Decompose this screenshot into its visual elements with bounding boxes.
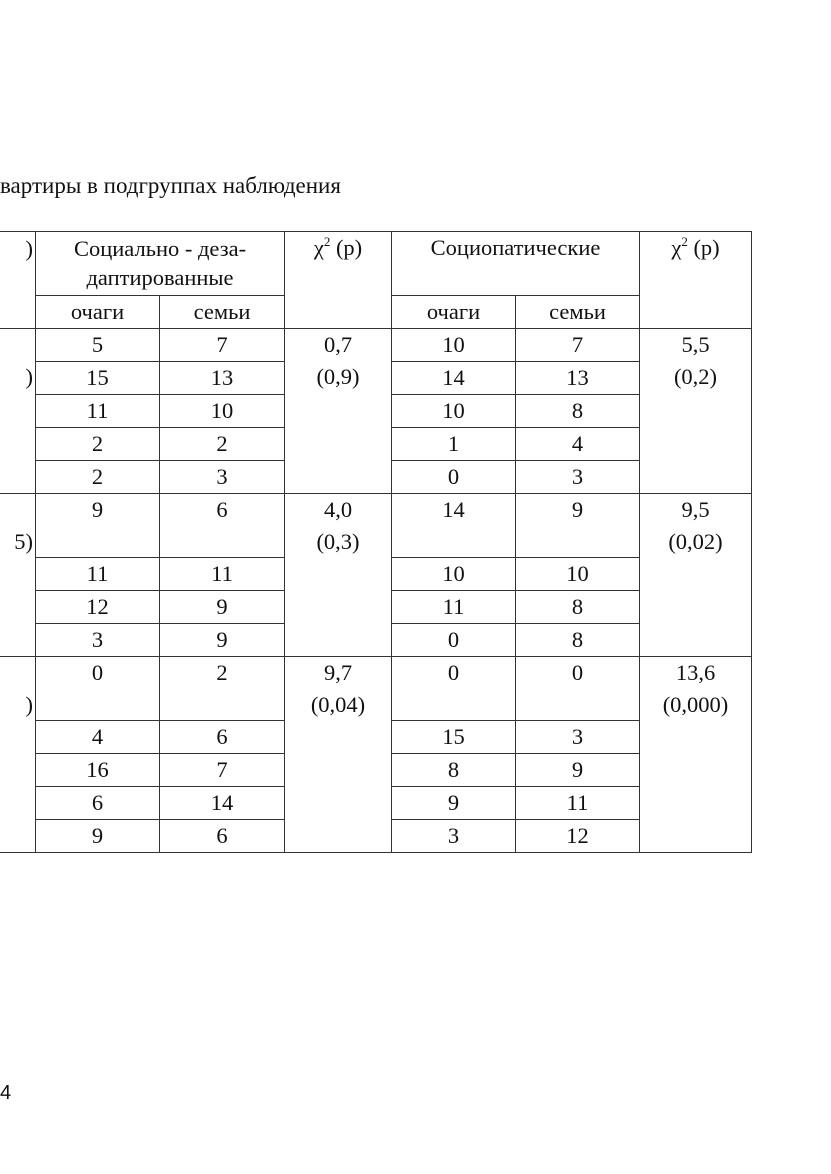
cell: 13 (160, 362, 285, 395)
cell: 6 (160, 494, 285, 558)
stub-cell (0, 657, 36, 853)
chi-cell (640, 329, 752, 494)
cell: 11 (36, 395, 160, 428)
chi-exponent: 2 (681, 234, 688, 249)
cell: 16 (36, 754, 160, 787)
chi-cell (285, 329, 392, 494)
cell: 14 (392, 494, 516, 558)
table-section (0, 657, 752, 853)
cell: 4 (516, 428, 640, 461)
chi-value: 9,7 (323, 660, 353, 685)
subheader-foci: очаги (36, 296, 160, 329)
chi-p: (0,000) (662, 692, 729, 717)
cell: 10 (516, 558, 640, 591)
chi-exponent: 2 (323, 234, 331, 249)
cell: 3 (516, 721, 640, 754)
stub-cell (0, 494, 36, 657)
cell: 14 (392, 362, 516, 395)
cell: 0 (392, 657, 516, 721)
chi-cell (285, 657, 392, 853)
cell: 11 (392, 591, 516, 624)
cell: 14 (160, 787, 285, 820)
stub-text: 5) (14, 529, 33, 554)
chi-cell (285, 494, 392, 657)
cell: 0 (392, 624, 516, 657)
cell: 8 (516, 591, 640, 624)
cell: 3 (36, 624, 160, 657)
cell: 3 (160, 461, 285, 494)
page-number: 4 (0, 1082, 12, 1104)
cell: 7 (516, 329, 640, 362)
cell: 8 (516, 395, 640, 428)
cell: 15 (392, 721, 516, 754)
subheader-families: семьи (516, 296, 640, 329)
cell: 4 (36, 721, 160, 754)
chi-cell (640, 657, 752, 853)
cell: 11 (516, 787, 640, 820)
cell: 2 (36, 461, 160, 494)
chi-value: 4,0 (323, 497, 353, 522)
table-row (0, 494, 752, 558)
cell: 1 (392, 428, 516, 461)
chi-value: 0,7 (323, 332, 353, 357)
chi-p: (0,04) (310, 692, 366, 717)
cell: 0 (36, 657, 160, 721)
stub-text: ) (25, 364, 33, 389)
cell: 9 (392, 787, 516, 820)
cell: 10 (392, 558, 516, 591)
stub-text: ) (25, 692, 33, 717)
cell: 7 (160, 754, 285, 787)
cell: 3 (392, 820, 516, 853)
chi-value: 5,5 (681, 332, 710, 357)
chi-suffix: (p) (687, 235, 720, 260)
chi-header-1 (285, 232, 392, 329)
cell: 8 (392, 754, 516, 787)
cell: 9 (516, 494, 640, 558)
cell: 11 (36, 558, 160, 591)
cell: 8 (516, 624, 640, 657)
cell: 12 (36, 591, 160, 624)
subheader-foci: очаги (392, 296, 516, 329)
cell: 9 (160, 591, 285, 624)
cell: 10 (392, 395, 516, 428)
cell: 2 (160, 428, 285, 461)
cell: 12 (516, 820, 640, 853)
group-header-social: Социально - деза- даптированные (36, 232, 285, 296)
chi-header-2 (640, 232, 752, 329)
cell: 13 (516, 362, 640, 395)
table-section (0, 494, 752, 657)
chi-p: (0,3) (316, 529, 360, 554)
cell: 0 (392, 461, 516, 494)
stub-header-cell (0, 232, 36, 329)
cell: 0 (516, 657, 640, 721)
chi-p: (0,2) (673, 364, 718, 389)
cell: 2 (36, 428, 160, 461)
chi-p: (0,02) (668, 529, 723, 554)
cell: 6 (36, 787, 160, 820)
cell: 9 (516, 754, 640, 787)
table-caption: вартиры в подгруппах наблюдения (0, 173, 341, 198)
cell: 5 (36, 329, 160, 362)
chi-symbol: χ (671, 235, 682, 260)
cell: 9 (36, 820, 160, 853)
cell: 11 (160, 558, 285, 591)
chi-symbol: χ (313, 235, 324, 260)
chi-suffix: (p) (330, 235, 363, 260)
group-header-sociopathic: Социопатические (392, 232, 640, 296)
data-table (0, 231, 752, 853)
cell: 9 (36, 494, 160, 558)
table-section (0, 329, 752, 494)
cell: 10 (392, 329, 516, 362)
cell: 10 (160, 395, 285, 428)
table-row (0, 329, 752, 362)
cell: 9 (160, 624, 285, 657)
stub-header-text: ) (25, 236, 33, 261)
subheader-families: семьи (160, 296, 285, 329)
stub-cell (0, 329, 36, 494)
cell: 2 (160, 657, 285, 721)
cell: 6 (160, 721, 285, 754)
table-row (0, 657, 752, 721)
chi-value: 9,5 (681, 497, 710, 522)
cell: 7 (160, 329, 285, 362)
cell: 3 (516, 461, 640, 494)
chi-value: 13,6 (675, 660, 716, 685)
chi-cell (640, 494, 752, 657)
cell: 6 (160, 820, 285, 853)
chi-p: (0,9) (316, 364, 360, 389)
cell: 15 (36, 362, 160, 395)
